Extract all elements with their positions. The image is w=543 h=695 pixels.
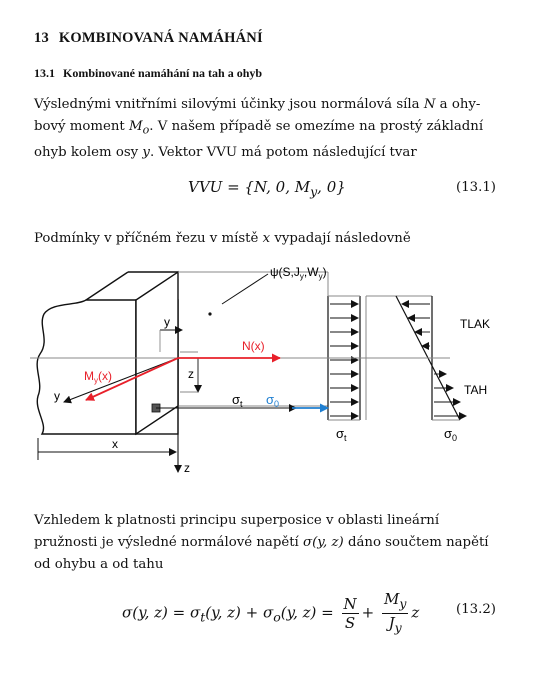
- frac-num: N: [343, 595, 357, 613]
- section-number: 13: [34, 30, 49, 46]
- fraction-M-J: [382, 590, 408, 637]
- text-span: dáno součtem napětí od ohybu a od tahu: [34, 535, 489, 572]
- eq-text: (y, z) + σ: [205, 603, 274, 622]
- frac-num-sub: y: [399, 596, 407, 611]
- x-dimension-label: x: [112, 437, 118, 451]
- frac-den: [382, 614, 408, 637]
- eq-sub: o: [273, 609, 281, 625]
- frac-den-main: J: [388, 614, 395, 632]
- text-span: Podmínky v příčném řezu v místě: [34, 231, 263, 246]
- equation-number: (13.1): [456, 180, 496, 195]
- tension-label: TAH: [464, 383, 488, 397]
- fraction-N-S: [342, 595, 359, 632]
- text-span: . V našem případě se omezíme na prostý základní ohyb kolem osy: [34, 119, 484, 160]
- eq-text: , 0}: [317, 178, 346, 196]
- symbol-y: y: [142, 144, 150, 160]
- eq-text: VVU = {N, 0, M: [188, 178, 311, 196]
- stress-arrows-tension: [330, 304, 358, 416]
- compression-label: TLAK: [460, 317, 491, 331]
- eq-text: σ(y, z) = σ: [122, 603, 201, 622]
- equation-number: (13.2): [456, 602, 496, 617]
- sigma-0-diagram-label: $\sigma_0$: [444, 426, 458, 443]
- stress-arrows-bending: [402, 304, 466, 416]
- section-title: KOMBINOVANÁ NAMÁHÁNÍ: [58, 30, 263, 46]
- y-local-label: y: [164, 315, 170, 329]
- equation-body: [122, 590, 419, 637]
- paragraph-superposition: [34, 510, 504, 576]
- frac-den-sub: y: [394, 620, 402, 635]
- z-axis-label: z: [184, 461, 190, 475]
- text-span: vypadají následovně: [270, 231, 411, 246]
- symbol-N: N: [423, 97, 436, 112]
- cross-section-figure: [30, 262, 505, 482]
- symbol-M: M: [129, 119, 143, 134]
- subsection-number: 13.1: [34, 66, 55, 80]
- sigma-t-diagram-label: $\sigma_t$: [336, 426, 347, 443]
- eq-plus: +: [361, 603, 375, 622]
- eq-sub: y: [310, 184, 318, 199]
- frac-den: S: [344, 614, 356, 632]
- equation-body: [188, 178, 346, 199]
- eq-text: z: [411, 603, 420, 622]
- eq-sub: t: [200, 609, 206, 625]
- text-span: Vzhledem k platnosti principu superposice v oblasti lineární pružnosti je výsledné normálové napětí: [34, 513, 440, 550]
- frac-num: [382, 590, 408, 614]
- section-dot: [208, 312, 211, 315]
- eq-text: (y, z) =: [280, 603, 334, 622]
- y-axis-label: y: [54, 389, 60, 403]
- frac-num-main: M: [383, 590, 400, 608]
- symbol-M-sub: o: [142, 123, 150, 137]
- text-span: Výslednými vnitřními silovými účinky jsou normálová síla: [34, 97, 424, 112]
- normal-force-label: N(x): [242, 339, 265, 353]
- equation-13-2: [34, 590, 496, 634]
- subsection-heading: [34, 66, 262, 81]
- symbol-x: x: [262, 231, 271, 246]
- bending-moment-label: $M_y(x)$: [84, 369, 112, 385]
- x-dimension: [38, 438, 176, 460]
- z-local-label: z: [188, 367, 194, 381]
- symbol-sigma: σ(y, z): [303, 535, 344, 550]
- equation-13-1: [34, 176, 496, 206]
- paragraph-conditions: [34, 228, 504, 250]
- sigma-0-label: $\sigma_0$: [266, 392, 280, 409]
- section-heading: [34, 30, 263, 47]
- text-span: a ohy-bový moment: [34, 97, 481, 134]
- subsection-title: Kombinované namáhání na tah a ohyb: [63, 66, 263, 80]
- psi-leader: [222, 274, 268, 304]
- psi-label: $\psi(S,J_y,W_y)$: [270, 265, 327, 281]
- text-span: . Vektor VVU má potom následující tvar: [149, 144, 417, 160]
- paragraph-intro: [34, 94, 504, 164]
- sigma-t-label: $\sigma_t$: [232, 392, 243, 409]
